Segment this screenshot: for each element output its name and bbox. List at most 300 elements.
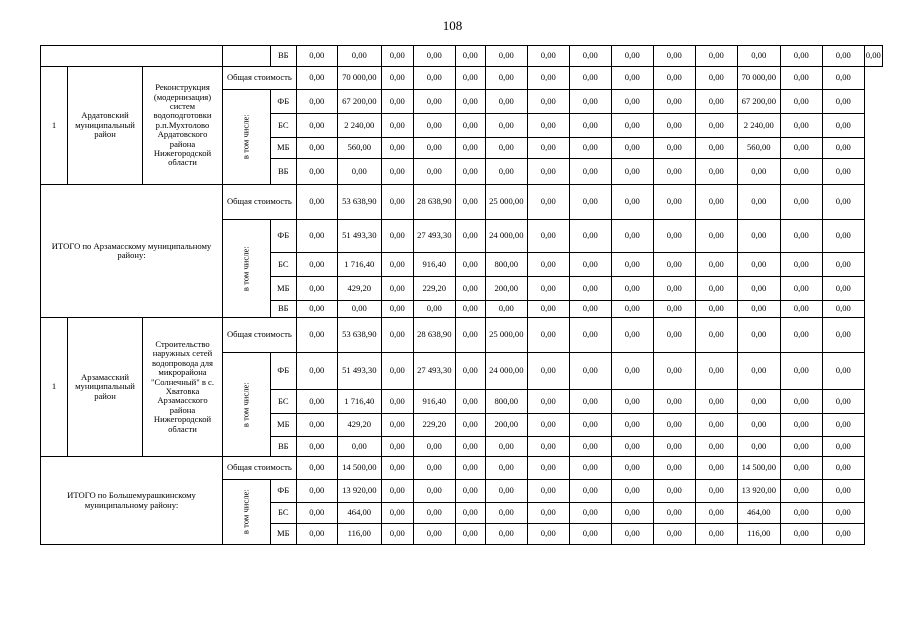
fund-label-mb: МБ: [270, 138, 296, 159]
value-cell: 0,00: [611, 503, 653, 524]
in-tom-chisle-label: в том числе:: [223, 90, 271, 185]
value-cell: 0,00: [296, 390, 337, 414]
value-cell: 0,00: [485, 138, 527, 159]
value-cell: 0,00: [296, 114, 337, 138]
value-cell: 0,00: [569, 159, 611, 185]
value-cell: 0,00: [455, 67, 485, 90]
value-cell: 0,00: [413, 437, 455, 457]
value-cell: 0,00: [527, 301, 569, 318]
value-cell: 0,00: [455, 353, 485, 390]
value-cell: 0,00: [485, 437, 527, 457]
value-cell: 67 200,00: [737, 90, 780, 114]
municipality-name: Арзамасский муниципальный район: [68, 318, 143, 457]
value-cell: 0,00: [611, 67, 653, 90]
value-cell: 0,00: [569, 277, 611, 301]
fund-label-fb: ФБ: [270, 480, 296, 503]
value-cell: 0,00: [822, 220, 864, 253]
value-cell: 0,00: [695, 185, 737, 220]
value-cell: 0,00: [569, 138, 611, 159]
value-cell: 0,00: [485, 301, 527, 318]
value-cell: 0,00: [569, 503, 611, 524]
value-cell: 0,00: [780, 480, 822, 503]
value-cell: 13 920,00: [337, 480, 381, 503]
value-cell: 0,00: [695, 90, 737, 114]
value-cell: 0,00: [381, 353, 413, 390]
value-cell: 0,00: [485, 46, 527, 67]
value-cell: 0,00: [611, 277, 653, 301]
value-cell: 0,00: [653, 503, 695, 524]
value-cell: 0,00: [611, 159, 653, 185]
value-cell: 0,00: [527, 318, 569, 353]
value-cell: 0,00: [381, 457, 413, 480]
value-cell: 0,00: [455, 524, 485, 545]
value-cell: 0,00: [296, 138, 337, 159]
in-tom-chisle-label: в том числе:: [223, 220, 271, 318]
value-cell: 0,00: [780, 138, 822, 159]
value-cell: 0,00: [527, 159, 569, 185]
row-total-cost: [41, 67, 883, 90]
fund-label-vb: ВБ: [270, 159, 296, 185]
value-cell: 51 493,30: [337, 353, 381, 390]
value-cell: 0,00: [695, 159, 737, 185]
value-cell: 0,00: [653, 437, 695, 457]
value-cell: 0,00: [611, 90, 653, 114]
value-cell: 0,00: [455, 159, 485, 185]
value-cell: 0,00: [737, 46, 780, 67]
value-cell: 0,00: [780, 503, 822, 524]
value-cell: 0,00: [822, 503, 864, 524]
value-cell: 429,20: [337, 414, 381, 437]
value-cell: 0,00: [780, 253, 822, 277]
value-cell: 916,40: [413, 390, 455, 414]
value-cell: 25 000,00: [485, 185, 527, 220]
value-cell: 0,00: [822, 318, 864, 353]
value-cell: 0,00: [337, 301, 381, 318]
value-cell: 0,00: [569, 114, 611, 138]
value-cell: 24 000,00: [485, 220, 527, 253]
value-cell: 0,00: [569, 414, 611, 437]
value-cell: 53 638,90: [337, 318, 381, 353]
value-cell: 2 240,00: [737, 114, 780, 138]
value-cell: 0,00: [780, 524, 822, 545]
value-cell: 0,00: [296, 185, 337, 220]
district-total-label: ИТОГО по Большемурашкинскому муниципальному району:: [41, 457, 223, 545]
value-cell: 0,00: [695, 353, 737, 390]
value-cell: 1 716,40: [337, 390, 381, 414]
value-cell: 0,00: [455, 390, 485, 414]
value-cell: 0,00: [296, 301, 337, 318]
value-cell: 0,00: [695, 414, 737, 437]
value-cell: 0,00: [381, 67, 413, 90]
value-cell: 0,00: [337, 437, 381, 457]
value-cell: 0,00: [381, 138, 413, 159]
value-cell: 0,00: [822, 138, 864, 159]
value-cell: 229,20: [413, 277, 455, 301]
value-cell: 0,00: [527, 253, 569, 277]
value-cell: 0,00: [413, 524, 455, 545]
value-cell: 0,00: [381, 390, 413, 414]
value-cell: 0,00: [611, 480, 653, 503]
value-cell: 560,00: [337, 138, 381, 159]
value-cell: 0,00: [653, 524, 695, 545]
value-cell: 0,00: [296, 437, 337, 457]
value-cell: 0,00: [737, 390, 780, 414]
value-cell: 0,00: [569, 437, 611, 457]
fund-label-mb: МБ: [270, 524, 296, 545]
page-number: 108: [442, 18, 463, 33]
value-cell: 0,00: [822, 524, 864, 545]
fund-label-vb: ВБ: [270, 437, 296, 457]
budget-table: [40, 45, 883, 545]
value-cell: 0,00: [413, 67, 455, 90]
fund-label-bs: БС: [270, 390, 296, 414]
total-cost-label: Общая стоимость: [223, 67, 297, 90]
value-cell: 0,00: [737, 301, 780, 318]
value-cell: 0,00: [611, 390, 653, 414]
value-cell: 0,00: [413, 46, 455, 67]
value-cell: 0,00: [780, 67, 822, 90]
value-cell: 0,00: [527, 90, 569, 114]
value-cell: 0,00: [296, 414, 337, 437]
value-cell: 0,00: [527, 185, 569, 220]
value-cell: 13 920,00: [737, 480, 780, 503]
value-cell: 25 000,00: [485, 318, 527, 353]
value-cell: 0,00: [737, 353, 780, 390]
value-cell: 0,00: [780, 277, 822, 301]
value-cell: 0,00: [296, 90, 337, 114]
value-cell: 28 638,90: [413, 185, 455, 220]
row-total-cost: [41, 318, 883, 353]
value-cell: 0,00: [695, 277, 737, 301]
value-cell: 0,00: [695, 114, 737, 138]
value-cell: 916,40: [413, 253, 455, 277]
fund-label-vb: ВБ: [270, 301, 296, 318]
value-cell: 67 200,00: [337, 90, 381, 114]
value-cell: 0,00: [381, 301, 413, 318]
value-cell: 0,00: [413, 159, 455, 185]
value-cell: 0,00: [611, 138, 653, 159]
value-cell: 0,00: [695, 301, 737, 318]
municipality-name: Ардатовский муниципальный район: [68, 67, 143, 185]
value-cell: 0,00: [527, 46, 569, 67]
value-cell: 464,00: [337, 503, 381, 524]
value-cell: 0,00: [527, 414, 569, 437]
value-cell: 0,00: [695, 524, 737, 545]
fund-label-bs: БС: [270, 114, 296, 138]
value-cell: 0,00: [822, 437, 864, 457]
value-cell: 0,00: [653, 138, 695, 159]
value-cell: 0,00: [611, 185, 653, 220]
value-cell: 0,00: [381, 277, 413, 301]
value-cell: 0,00: [737, 220, 780, 253]
value-cell: 0,00: [381, 114, 413, 138]
value-cell: 0,00: [653, 457, 695, 480]
value-cell: 0,00: [569, 318, 611, 353]
value-cell: 0,00: [455, 437, 485, 457]
value-cell: 0,00: [737, 414, 780, 437]
fund-label-fb: ФБ: [270, 220, 296, 253]
value-cell: 0,00: [381, 220, 413, 253]
value-cell: 0,00: [381, 503, 413, 524]
value-cell: 1 716,40: [337, 253, 381, 277]
value-cell: 0,00: [413, 503, 455, 524]
value-cell: 0,00: [822, 185, 864, 220]
item-number: 1: [41, 318, 68, 457]
value-cell: 0,00: [413, 90, 455, 114]
value-cell: 0,00: [737, 277, 780, 301]
value-cell: 0,00: [296, 277, 337, 301]
value-cell: 0,00: [455, 46, 485, 67]
value-cell: 28 638,90: [413, 318, 455, 353]
value-cell: 0,00: [737, 185, 780, 220]
value-cell: 0,00: [569, 67, 611, 90]
value-cell: 0,00: [569, 353, 611, 390]
value-cell: 0,00: [296, 524, 337, 545]
value-cell: 0,00: [822, 90, 864, 114]
value-cell: 0,00: [695, 67, 737, 90]
value-cell: 0,00: [413, 138, 455, 159]
value-cell: 0,00: [695, 138, 737, 159]
value-cell: 0,00: [695, 480, 737, 503]
fund-label-fb: ФБ: [270, 90, 296, 114]
value-cell: 0,00: [737, 437, 780, 457]
value-cell: 0,00: [337, 46, 381, 67]
value-cell: 0,00: [695, 46, 737, 67]
value-cell: 0,00: [485, 480, 527, 503]
value-cell: 0,00: [485, 159, 527, 185]
value-cell: 0,00: [337, 159, 381, 185]
value-cell: 0,00: [296, 159, 337, 185]
value-cell: 0,00: [611, 414, 653, 437]
value-cell: 0,00: [569, 480, 611, 503]
value-cell: 0,00: [381, 480, 413, 503]
value-cell: 0,00: [381, 414, 413, 437]
value-cell: 0,00: [780, 437, 822, 457]
value-cell: 0,00: [381, 46, 413, 67]
value-cell: 0,00: [822, 480, 864, 503]
value-cell: 0,00: [611, 353, 653, 390]
value-cell: 0,00: [381, 318, 413, 353]
blank-cell: [223, 46, 271, 67]
value-cell: 0,00: [296, 457, 337, 480]
value-cell: 0,00: [653, 318, 695, 353]
value-cell: 0,00: [485, 67, 527, 90]
value-cell: 0,00: [822, 414, 864, 437]
value-cell: 800,00: [485, 390, 527, 414]
value-cell: 14 500,00: [337, 457, 381, 480]
total-cost-label: Общая стоимость: [223, 185, 297, 220]
value-cell: 0,00: [527, 524, 569, 545]
value-cell: 116,00: [337, 524, 381, 545]
value-cell: 0,00: [822, 46, 864, 67]
value-cell: 0,00: [822, 301, 864, 318]
value-cell: 0,00: [611, 437, 653, 457]
value-cell: 0,00: [296, 220, 337, 253]
value-cell: 0,00: [527, 220, 569, 253]
object-name: Реконструкция (модернизация) систем водоподготовки р.п.Мухтолово Ардатовского района Нижегородской области: [143, 67, 223, 185]
in-tom-chisle-label: в том числе:: [223, 480, 271, 545]
value-cell: 0,00: [485, 457, 527, 480]
value-cell: 0,00: [455, 114, 485, 138]
value-cell: 800,00: [485, 253, 527, 277]
fund-label-mb: МБ: [270, 277, 296, 301]
value-cell: 53 638,90: [337, 185, 381, 220]
value-cell: 0,00: [455, 414, 485, 437]
value-cell: 0,00: [611, 46, 653, 67]
value-cell: 200,00: [485, 414, 527, 437]
value-cell: 0,00: [381, 159, 413, 185]
value-cell: 0,00: [611, 114, 653, 138]
value-cell: 0,00: [413, 457, 455, 480]
fund-label-bs: БС: [270, 253, 296, 277]
value-cell: 0,00: [455, 90, 485, 114]
value-cell: 0,00: [737, 318, 780, 353]
value-cell: 0,00: [780, 46, 822, 67]
value-cell: 0,00: [569, 457, 611, 480]
value-cell: 0,00: [611, 220, 653, 253]
value-cell: 27 493,30: [413, 220, 455, 253]
value-cell: 0,00: [780, 414, 822, 437]
value-cell: 0,00: [527, 353, 569, 390]
value-cell: 0,00: [653, 353, 695, 390]
value-cell: 0,00: [653, 159, 695, 185]
value-cell: 0,00: [822, 390, 864, 414]
value-cell: 0,00: [695, 503, 737, 524]
value-cell: 0,00: [455, 138, 485, 159]
value-cell: 0,00: [569, 46, 611, 67]
value-cell: 0,00: [527, 503, 569, 524]
value-cell: 0,00: [653, 390, 695, 414]
value-cell: 0,00: [455, 318, 485, 353]
value-cell: 0,00: [569, 90, 611, 114]
value-cell: 0,00: [780, 114, 822, 138]
value-cell: 0,00: [822, 353, 864, 390]
value-cell: 0,00: [780, 90, 822, 114]
value-cell: 0,00: [527, 457, 569, 480]
value-cell: 0,00: [296, 480, 337, 503]
value-cell: 27 493,30: [413, 353, 455, 390]
value-cell: 0,00: [822, 114, 864, 138]
row-total-cost: [41, 185, 883, 220]
value-cell: 0,00: [653, 414, 695, 437]
value-cell: 0,00: [381, 524, 413, 545]
value-cell: 0,00: [413, 114, 455, 138]
value-cell: 464,00: [737, 503, 780, 524]
value-cell: 0,00: [527, 277, 569, 301]
value-cell: 0,00: [381, 90, 413, 114]
value-cell: 0,00: [653, 114, 695, 138]
value-cell: 0,00: [569, 390, 611, 414]
value-cell: 0,00: [653, 277, 695, 301]
value-cell: 0,00: [737, 253, 780, 277]
continued-header-cell: [41, 46, 223, 67]
value-cell: 0,00: [455, 457, 485, 480]
in-tom-chisle-label: в том числе:: [223, 353, 271, 457]
value-cell: 0,00: [527, 437, 569, 457]
value-cell: 0,00: [455, 301, 485, 318]
value-cell: 0,00: [822, 253, 864, 277]
value-cell: 0,00: [413, 301, 455, 318]
value-cell: 24 000,00: [485, 353, 527, 390]
value-cell: 0,00: [569, 220, 611, 253]
value-cell: 0,00: [653, 253, 695, 277]
row-vb-continued: [41, 46, 883, 67]
value-cell: 0,00: [296, 503, 337, 524]
value-cell: 0,00: [780, 318, 822, 353]
value-cell: 0,00: [653, 67, 695, 90]
value-cell: 0,00: [381, 253, 413, 277]
value-cell: 0,00: [780, 159, 822, 185]
value-cell: 0,00: [780, 353, 822, 390]
value-cell: 229,20: [413, 414, 455, 437]
value-cell: 0,00: [695, 220, 737, 253]
value-cell: 0,00: [455, 480, 485, 503]
value-cell: 0,00: [611, 524, 653, 545]
value-cell: 0,00: [780, 220, 822, 253]
value-cell: 51 493,30: [337, 220, 381, 253]
value-cell: 0,00: [381, 185, 413, 220]
value-cell: 14 500,00: [737, 457, 780, 480]
value-cell: 429,20: [337, 277, 381, 301]
value-cell: 0,00: [780, 457, 822, 480]
value-cell: 0,00: [653, 185, 695, 220]
value-cell: 70 000,00: [737, 67, 780, 90]
value-cell: 200,00: [485, 277, 527, 301]
value-cell: 0,00: [611, 301, 653, 318]
item-number: 1: [41, 67, 68, 185]
value-cell: 0,00: [780, 301, 822, 318]
value-cell: 0,00: [653, 90, 695, 114]
value-cell: 0,00: [822, 277, 864, 301]
value-cell: 0,00: [296, 253, 337, 277]
fund-label-mb: МБ: [270, 414, 296, 437]
value-cell: 0,00: [485, 90, 527, 114]
value-cell: 0,00: [569, 524, 611, 545]
fund-label-vb: ВБ: [270, 46, 296, 67]
value-cell: 0,00: [569, 253, 611, 277]
value-cell: 0,00: [695, 437, 737, 457]
value-cell: 0,00: [653, 46, 695, 67]
value-cell: 0,00: [822, 159, 864, 185]
value-cell: 0,00: [296, 353, 337, 390]
district-total-label: ИТОГО по Арзамасскому муниципальному району:: [41, 185, 223, 318]
value-cell: 0,00: [780, 390, 822, 414]
value-cell: 0,00: [569, 301, 611, 318]
value-cell: 0,00: [527, 390, 569, 414]
value-cell: 0,00: [455, 503, 485, 524]
value-cell: 0,00: [455, 220, 485, 253]
value-cell: 0,00: [413, 480, 455, 503]
value-cell: 0,00: [485, 114, 527, 138]
object-name: Строительство наружных сетей водопровода для микрорайона "Солнечный" в с. Хватовка Арзамасского района Нижегородской области: [143, 318, 223, 457]
value-cell: 0,00: [296, 318, 337, 353]
value-cell: 0,00: [485, 524, 527, 545]
value-cell: 116,00: [737, 524, 780, 545]
value-cell: 70 000,00: [337, 67, 381, 90]
value-cell: 0,00: [611, 253, 653, 277]
value-cell: 0,00: [527, 114, 569, 138]
value-cell: 0,00: [822, 67, 864, 90]
value-cell: 0,00: [822, 457, 864, 480]
value-cell: 560,00: [737, 138, 780, 159]
value-cell: 0,00: [864, 46, 882, 67]
value-cell: 0,00: [381, 437, 413, 457]
value-cell: 0,00: [695, 318, 737, 353]
value-cell: 0,00: [455, 185, 485, 220]
fund-label-fb: ФБ: [270, 353, 296, 390]
value-cell: 0,00: [569, 185, 611, 220]
value-cell: 0,00: [653, 480, 695, 503]
